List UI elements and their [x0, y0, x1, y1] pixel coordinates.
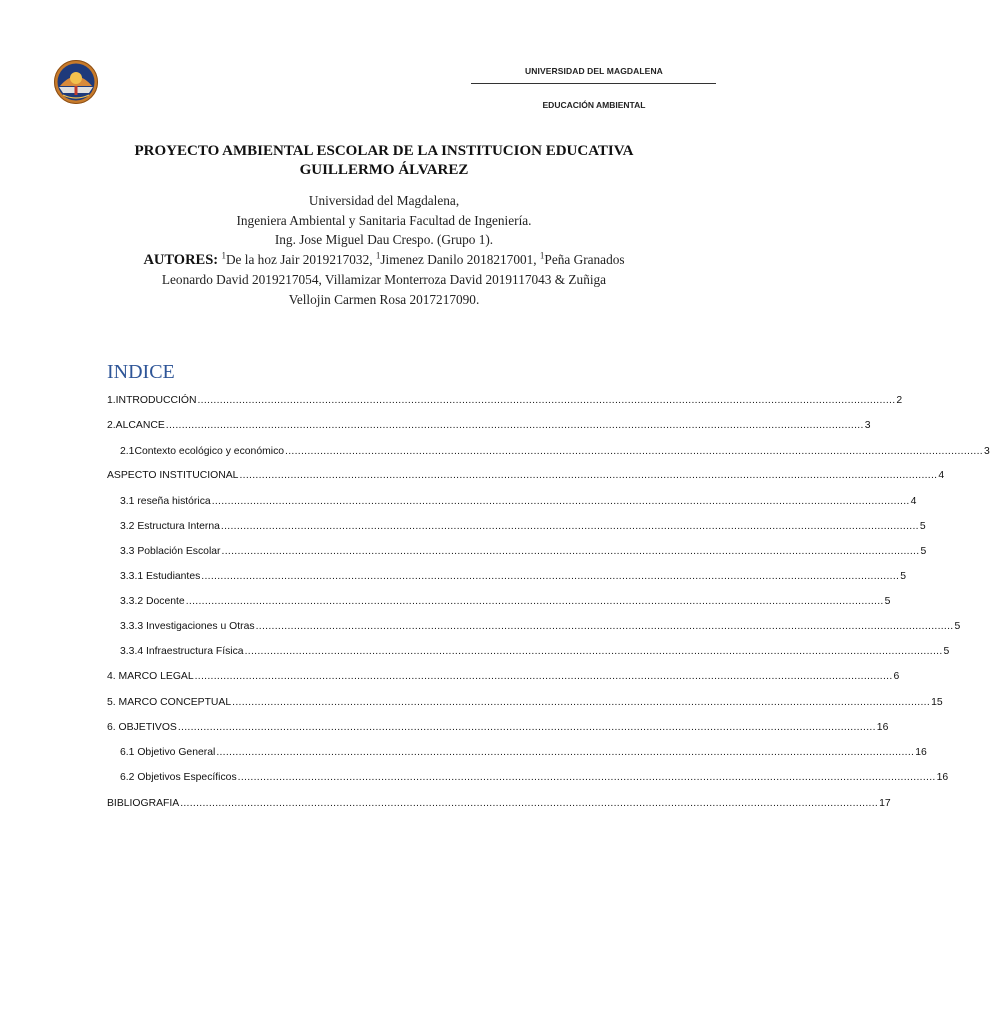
- title-line-2: GUILLERMO ÁLVAREZ: [299, 162, 469, 178]
- toc-page-number: 16: [936, 772, 949, 783]
- toc-page-number: 15: [931, 697, 943, 708]
- indice-heading: INDICE: [107, 361, 175, 383]
- toc-entry-label: 4. MARCO LEGAL: [107, 671, 194, 682]
- toc-entry-number: 2.1: [120, 446, 135, 457]
- toc-dot-leader: ...........................................................................................................................................................................................................................: [211, 496, 910, 507]
- toc-entry[interactable]: [107, 614, 961, 632]
- info-authors-line: [100, 250, 668, 271]
- toc-entry[interactable]: [107, 589, 891, 607]
- toc-page-number: 3: [983, 446, 990, 457]
- toc-page-number: 5: [954, 621, 961, 632]
- info-authors-line-2: Leonardo David 2019217054, Villamizar Monterroza David 2019117043 & Zuñiga: [161, 272, 607, 287]
- toc-dot-leader: ...........................................................................................................................................................................................................................: [165, 420, 864, 431]
- toc-entry-label: Contexto ecológico y económico: [134, 446, 285, 457]
- toc-dot-leader: ...........................................................................................................................................................................................................................: [185, 596, 884, 607]
- toc-page-number: 5: [884, 596, 891, 607]
- toc-entry[interactable]: [107, 514, 926, 532]
- toc-entry-label: ALCANCE: [115, 420, 165, 431]
- author-sup-1: 1: [221, 250, 226, 261]
- toc-page-number: 5: [900, 571, 906, 582]
- toc-dot-leader: ...........................................................................................................................................................................................................................: [220, 521, 919, 532]
- info-authors-line-3: Vellojin Carmen Rosa 2017217090.: [288, 291, 480, 307]
- toc-entry[interactable]: [107, 413, 871, 431]
- toc-entry[interactable]: [107, 690, 943, 708]
- toc-entry[interactable]: [107, 715, 889, 733]
- toc-dot-leader: ...........................................................................................................................................................................................................................: [177, 722, 876, 733]
- toc-page-number: 5: [920, 546, 927, 557]
- toc-entry[interactable]: [107, 639, 950, 657]
- toc-dot-leader: ...........................................................................................................................................................................................................................: [194, 671, 893, 682]
- toc-entry-label: 3.3 Población Escolar: [120, 546, 221, 557]
- toc-page-number: 3: [864, 420, 871, 431]
- toc-dot-leader: ...........................................................................................................................................................................................................................: [232, 697, 931, 708]
- toc-page-number: 16: [876, 722, 889, 733]
- toc-dot-leader: ...........................................................................................................................................................................................................................: [255, 621, 954, 632]
- header-divider: [471, 83, 716, 84]
- toc-dot-leader: ...........................................................................................................................................................................................................................: [201, 571, 900, 582]
- author-2: Jimenez Danilo 2018217001,: [380, 251, 540, 267]
- toc-dot-leader: ...........................................................................................................................................................................................................................: [221, 546, 920, 557]
- toc-page-number: 4: [910, 496, 917, 507]
- toc-entry-label: 3.2 Estructura Interna: [120, 521, 220, 532]
- toc-entry[interactable]: [107, 791, 891, 809]
- toc-entry-label: 3.3.4 Infraestructura Física: [120, 646, 244, 657]
- toc-dot-leader: ...........................................................................................................................................................................................................................: [285, 446, 983, 457]
- toc-page-number: 2: [896, 395, 903, 406]
- author-1: De la hoz Jair 2019217032,: [225, 251, 376, 267]
- toc-entry[interactable]: [107, 463, 945, 481]
- toc-dot-leader: ...........................................................................................................................................................................................................................: [216, 747, 915, 758]
- toc-entry-label: ASPECTO INSTITUCIONAL: [107, 470, 239, 481]
- toc-dot-leader: ...........................................................................................................................................................................................................................: [237, 772, 936, 783]
- authors-label: AUTORES:: [143, 251, 219, 268]
- header-subject: EDUCACIÓN AMBIENTAL: [542, 100, 646, 110]
- university-seal-icon: [53, 59, 99, 105]
- toc-entry[interactable]: [107, 740, 927, 758]
- toc-entry-label: 3.1 reseña histórica: [120, 496, 211, 507]
- toc-page-number: 17: [879, 798, 891, 809]
- toc-entry-label: 5. MARCO CONCEPTUAL: [107, 697, 232, 708]
- document-info: [100, 191, 668, 309]
- toc-entry[interactable]: [107, 539, 927, 557]
- toc-entry-label: 3.3.3 Investigaciones u Otras: [120, 621, 255, 632]
- toc-entry[interactable]: [107, 765, 949, 783]
- toc-entry-label: 6.1 Objetivo General: [120, 747, 216, 758]
- toc-page-number: 5: [919, 521, 926, 532]
- toc-page-number: 6: [893, 671, 900, 682]
- toc-entry-label: INTRODUCCIÓN: [115, 395, 197, 406]
- info-faculty: Ingeniera Ambiental y Sanitaria Facultad de Ingeniería.: [236, 212, 532, 228]
- toc-entry[interactable]: [107, 489, 917, 507]
- toc-page-number: 5: [943, 646, 950, 657]
- toc-dot-leader: ...........................................................................................................................................................................................................................: [197, 395, 896, 406]
- toc-entry-label: 3.3.2 Docente: [120, 596, 185, 607]
- toc-entry-label: 6.2 Objetivos Específicos: [120, 772, 237, 783]
- toc-entry[interactable]: [107, 388, 903, 406]
- author-3: Peña Granados: [544, 251, 625, 267]
- toc-entry-number: 1.: [107, 395, 116, 406]
- author-sup-2: 1: [375, 250, 381, 261]
- header-university: UNIVERSIDAD DEL MAGDALENA: [525, 66, 663, 76]
- title-line-1: PROYECTO AMBIENTAL ESCOLAR DE LA INSTITUCION EDUCATIVA: [134, 143, 634, 159]
- toc-dot-leader: ...........................................................................................................................................................................................................................: [239, 470, 938, 481]
- document-title: [100, 142, 668, 180]
- toc-dot-leader: ...........................................................................................................................................................................................................................: [180, 798, 879, 809]
- toc-entry-number: 2.: [107, 420, 116, 431]
- info-university: Universidad del Magdalena,: [308, 193, 460, 208]
- toc-entry[interactable]: [107, 564, 906, 582]
- toc-entry-label: 6. OBJETIVOS: [107, 722, 177, 733]
- toc-page-number: 4: [938, 470, 945, 481]
- info-professor: Ing. Jose Miguel Dau Crespo. (Grupo 1).: [274, 232, 494, 247]
- toc-dot-leader: ...........................................................................................................................................................................................................................: [244, 646, 943, 657]
- toc-page-number: 16: [915, 747, 927, 758]
- toc-entry-label: BIBLIOGRAFIA: [107, 798, 180, 809]
- toc-entry[interactable]: [107, 439, 990, 457]
- toc-entry-label: 3.3.1 Estudiantes: [120, 571, 201, 582]
- author-sup-3: 1: [539, 250, 545, 261]
- toc-entry[interactable]: [107, 664, 900, 682]
